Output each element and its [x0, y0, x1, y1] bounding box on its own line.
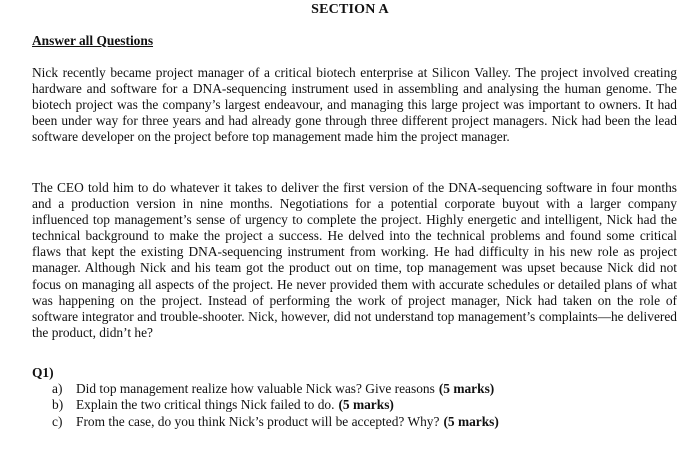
section-title: SECTION A [311, 2, 389, 17]
question-item [52, 397, 672, 413]
question-item-text: From the case, do you think Nick’s product will be accepted? Why? [76, 413, 440, 429]
case-paragraph: Nick recently became project manager of a critical biotech enterprise at Silicon Valley. The project involved creating hardware and software for a DNA-sequencing instrument used in assembling and analysing the human genome. The biotech project was the company’s largest endeavour, and managing this large project was important to owners. It had been under way for three years and had already gone through three different project managers. Nick had been the lead software developer on the project before top management made him the project manager. [32, 65, 677, 145]
question-item-marks: (5 marks) [338, 397, 394, 413]
question-item-text: Did top management realize how valuable Nick was? Give reasons [76, 381, 435, 396]
case-paragraph: The CEO told him to do whatever it takes to deliver the first version of the DNA-sequencing software in four months and a production version in nine months. Negotiations for a potential corporate buyout with a larger company influenced top management’s sense of urgency to complete the project. Highly energetic and intelligent, Nick had the technical background to make the project a success. He delved into the technical problems and found some critical flaws that kept the existing DNA-sequencing instrument from working. He had difficulty in his new role as project manager. Although Nick and his team got the product out on time, top management was upset because Nick did not focus on managing all aspects of the project. He never provided them with accurate schedules or detailed plans of what was happening on the project. Instead of performing the work of project manager, Nick had taken on the role of software integrator and trouble-shooter. Nick, however, did not understand top management’s complaints—he delivered the product, didn’t he? [32, 180, 677, 340]
instruction-heading: Answer all Questions [32, 33, 154, 48]
question-item-marks: (5 marks) [438, 381, 495, 396]
question-item-marks: (5 marks) [443, 413, 499, 429]
question-item-text: Explain the two critical things Nick failed to do. [76, 397, 335, 413]
question-label: Q1) [32, 365, 54, 380]
question-item [52, 414, 672, 430]
question-list [52, 381, 672, 430]
question-item-letter: a) [52, 381, 63, 396]
question-item-letter: b) [52, 397, 64, 413]
question-item [52, 381, 672, 397]
question-item-letter: c) [52, 413, 63, 429]
